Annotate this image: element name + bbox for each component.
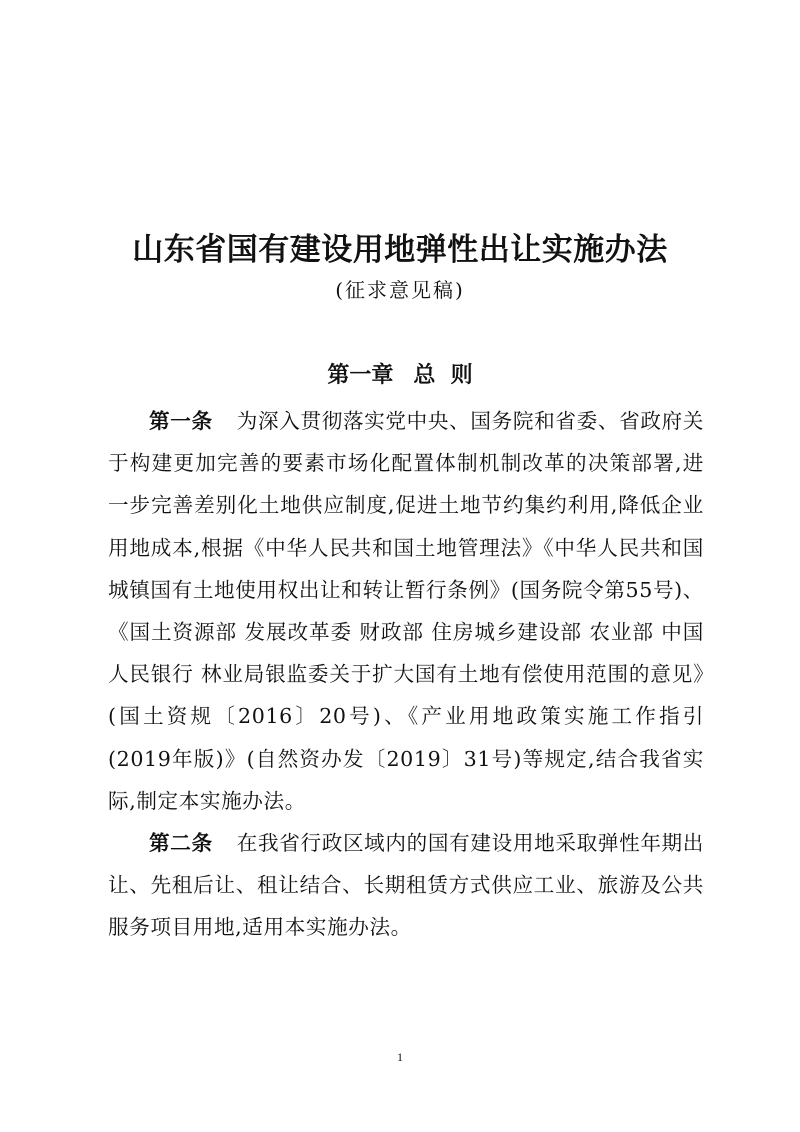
article-1-text: 为深入贯彻落实党中央、国务院和省委、省政府关于构建更加完善的要素市场化配置体制机制改革的决策部署,进一步完善差别化土地供应制度,促进土地节约集约利用,降低企业用地成本,根据《中华人民共和国土地管理法》《中华人民共和国城镇国有土地使用权出让和转让暂行条例》(国务院令第55号)、《国土资源部 发展改革委 财政部 住房城乡建设部 农业部 中国人民银行 林业局银监委关于扩大国有土地有偿使用范围的意见》(国土资规〔2016〕20号)、《产业用地政策实施工作指引(2019年版)》(自然资办发〔2019〕31号)等规定,结合我省实际,制定本实施办法。 [108, 409, 704, 813]
article-2-label: 第二条 [149, 831, 213, 856]
article-2-text: 在我省行政区域内的国有建设用地采取弹性年期出让、先租后让、租让结合、长期租赁方式供应工业、旅游及公共服务项目用地,适用本实施办法。 [108, 831, 704, 940]
article-2 [108, 822, 704, 949]
article-1 [108, 400, 704, 822]
chapter-heading [0, 360, 800, 392]
page-number: 1 [397, 1050, 403, 1064]
document-body [108, 400, 704, 949]
article-1-label: 第一条 [149, 409, 213, 433]
chapter-name: 总 则 [413, 363, 473, 388]
chapter-number: 第一章 [327, 363, 394, 388]
document-title: 山东省国有建设用地弹性出让实施办法 [132, 232, 668, 268]
document-subtitle: (征求意见稿) [335, 278, 465, 302]
